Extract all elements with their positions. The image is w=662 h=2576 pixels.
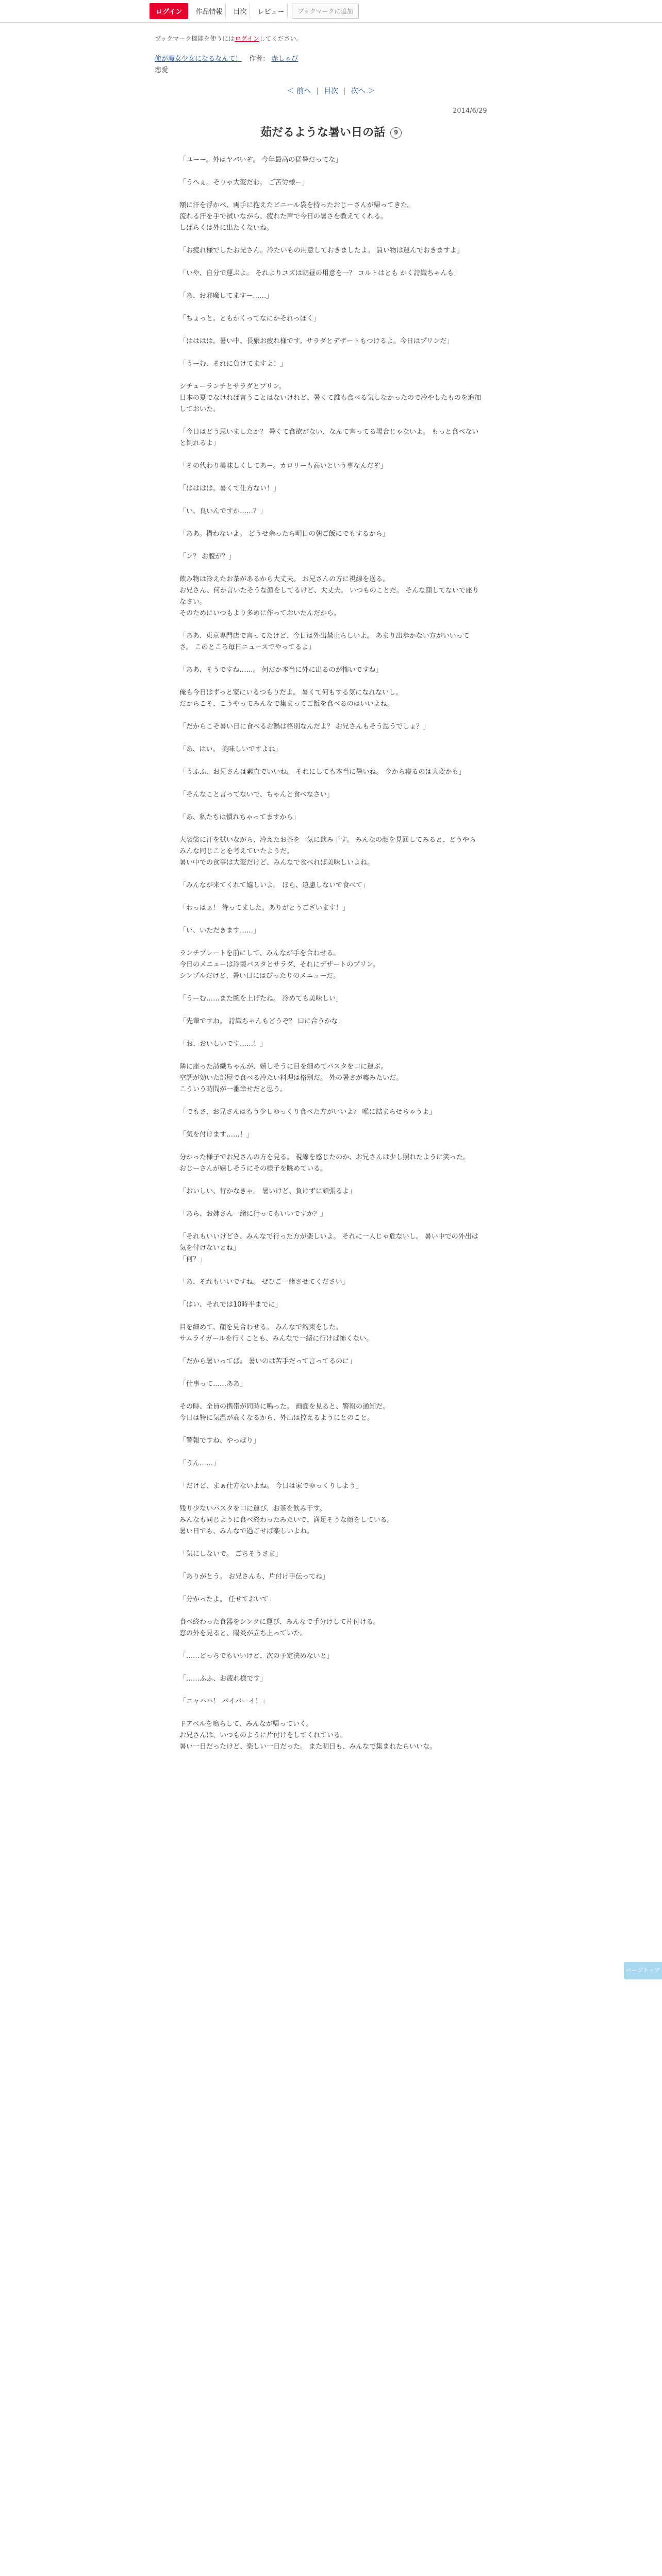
login-notice-pre: ブックマーク機能を使うには xyxy=(155,35,235,42)
body-paragraph: 「ありがとう。 お兄さんも、片付け手伝ってね」 xyxy=(179,1573,329,1581)
body-paragraph: 「だからこそ暑い日に食べるお鍋は格別なんだよ？ お兄さんもそう思うでしょ？」 xyxy=(179,723,430,731)
body-paragraph: 「ああ。構わないよ。 どうせ余ったら明日の朝ご飯にでもするから」 xyxy=(179,530,389,538)
body-paragraph: 「みんなが来てくれて嬉しいよ。 ほら、遠慮しないで食べて」 xyxy=(179,882,370,889)
body-paragraph: 「……どっちでもいいけど、次の予定決めないと」 xyxy=(179,1652,334,1660)
nav-work-info[interactable]: 作品情報 xyxy=(192,3,226,19)
bookmark-add-button[interactable]: ブックマークに追加 xyxy=(292,4,358,19)
body-paragraph: 「い、良いんですか……？」 xyxy=(179,507,267,515)
login-notice-post: してください。 xyxy=(259,35,303,42)
body-paragraph: 隣に座った詩織ちゃんが、嬉しそうに目を細めてパスタを口に運ぶ。 空調が効いた部屋で食べる冷たい料理は格別だ。 外の暑さが嘘みたいだ。 こういう時間が一番幸せだと思う。 xyxy=(179,1063,403,1093)
episode-number-icon: 9 xyxy=(390,127,402,139)
body-paragraph: 「あ、はい。 美味しいですよね」 xyxy=(179,745,282,753)
body-paragraph: 「分かったよ。 任せておいて」 xyxy=(179,1596,276,1603)
body-paragraph: 「わっはぁ！ 待ってました。ありがとうございます！」 xyxy=(179,904,350,912)
body-paragraph: 俺も今日はずっと家にいるつもりだよ。 暑くて何もする気になれないし。 だからこそ、こうやってみんなで集まってご飯を食べるのはいいよね。 xyxy=(179,689,403,708)
body-paragraph: その時、全員の携帯が同時に鳴った。 画面を見ると、警報の通知だ。 今日は特に気温が高くなるから、外出は控えるようにとのこと。 xyxy=(179,1403,390,1422)
body-paragraph: 「今日はどう思いましたか？ 暑くて食欲がない、なんて言ってる場合じゃないよ。 もっと食べないと倒れるよ」 xyxy=(179,428,479,447)
body-paragraph: ドアベルを鳴らして、みんなが帰っていく。 お兄さんは、いつものように片付けをしてくれている。 暑い一日だったけど、楽しい一日だった。 また明日も、みんなで集まれたらいいな。 xyxy=(179,1720,437,1751)
episode-date: 2014/6/29 xyxy=(453,107,487,115)
body-paragraph: 目を細めて、顔を見合わせる。 みんなで約束をした。 サムライガールを行くことも、みんなで一緒に行けば怖くない。 xyxy=(179,1324,373,1343)
category-label: 恋愛 xyxy=(155,66,169,74)
body-paragraph: 「警報ですね、やっぱり」 xyxy=(179,1437,260,1445)
body-paragraph: 「ああ、東京専門店で言ってたけど、今日は外出禁止らしいよ。 あまり出歩かない方がいいってさ。 このところ毎日ニュースでやってるよ」 xyxy=(179,632,470,651)
body-paragraph: 「うん……」 xyxy=(179,1460,220,1467)
episode-title-text: 茹だるような暑い日の話 xyxy=(260,126,385,139)
body-paragraph: 「ユーー。外はヤバいぞ。 今年最高の猛暑だってな」 xyxy=(179,156,342,164)
body-paragraph: 「そんなこと言ってないで、ちゃんと食べなさい」 xyxy=(179,791,334,799)
login-button[interactable]: ログイン xyxy=(150,3,188,19)
body-paragraph: 「いや、自分で運ぶよ。 それよりユズは朝昼の用意を一？ コルトはとも かく詩織ちゃんも」 xyxy=(179,269,461,277)
body-paragraph: 「気を付けます……！」 xyxy=(179,1131,254,1139)
body-paragraph: 「……ふふ、お疲れ様です」 xyxy=(179,1675,267,1683)
body-paragraph: 「だから暑いってば。 暑いのは苦手だって言ってるのに」 xyxy=(179,1358,356,1365)
nav-toc[interactable]: 目次 xyxy=(230,3,250,19)
login-notice-link[interactable]: ログイン xyxy=(235,35,259,42)
body-paragraph: 「うへぇ。そりゃ大変だわ。 ご苦労様ー」 xyxy=(179,179,309,187)
prev-link[interactable]: ＜ 前へ xyxy=(287,87,311,95)
toc-link[interactable]: 目次 xyxy=(324,87,338,95)
body-paragraph: 「あら、お姉さん一緒に行ってもいいですか？」 xyxy=(179,1210,327,1218)
body-paragraph: 「うふふ、お兄さんは素直でいいね。 それにしても本当に暑いね。 今から寝るのは大変かも」 xyxy=(179,768,466,776)
body-paragraph: 「ニャハハ！ バイバーイ！」 xyxy=(179,1698,269,1705)
body-paragraph: 残り少ないパスタを口に運び、お茶を飲み干す。 みんなも同じように食べ終わったみたいで、満足そうな顔をしている。 暑い日でも、みんなで過ごせば楽しいよね。 xyxy=(179,1505,394,1535)
body-paragraph: 「あ、それもいいですね。 ぜひご一緒させてください」 xyxy=(179,1278,349,1286)
body-paragraph: 飲み物は冷えたお茶があるから大丈夫。 お兄さんの方に視線を送る。 お兄さん、何か言いたそうな顔をしてるけど、大丈夫。 いつものことだ。 そんな顔してないで座りなさい。 そのためにいつもより多めに作っておいたんだから。 xyxy=(179,575,479,617)
body-paragraph: 「仕事って……ああ」 xyxy=(179,1380,247,1388)
body-paragraph: 額に汗を浮かべ、両手に抱えたビニール袋を持ったおじーさんが帰ってきた。 流れる汗を手で拭いながら、疲れた声で今日の暑さを教えてくれる。 しばらくは外に出たくないね。 xyxy=(179,201,414,232)
work-meta xyxy=(155,54,298,76)
body-paragraph: 「い、いただきます……」 xyxy=(179,927,260,935)
episode-title xyxy=(155,124,507,140)
body-paragraph: 「ああ、そうですね……。 何だか本当に外に出るのが怖いですね」 xyxy=(179,666,383,674)
body-paragraph: 食べ終わった食器をシンクに運び、みんなで手分けして片付ける。 窓の外を見ると、陽炎が立ち上っていた。 xyxy=(179,1618,380,1637)
body-paragraph: 大袈裟に汗を拭いながら、冷えたお茶を一気に飲み干す。 みんなの顔を見回してみると、どうやらみんな同じことを考えていたようだ。 暑い中での食事は大変だけど、みんなで食べれば美味しいよね。 xyxy=(179,836,476,867)
body-paragraph: シチューランチとサラダとプリン。 日本の夏でなければ言うことはないけれど、暑くて誰も食べる気しなかったので冷やしたものを追加しておいた。 xyxy=(179,383,482,413)
body-paragraph: 「あ、私たちは慣れちゃってますから」 xyxy=(179,814,300,821)
body-paragraph: 分かった様子でお兄さんの方を見る。 視線を感じたのか、お兄さんは少し照れたように笑った。 おじーさんが嬉しそうにその様子を眺めている。 xyxy=(179,1154,470,1173)
body-paragraph: 「でもさ、お兄さんはもう少しゆっくり食べた方がいいよ？ 喉に詰まらせちゃうよ」 xyxy=(179,1108,436,1116)
body-paragraph: 「はははは。暑くて仕方ない！」 xyxy=(179,485,280,493)
login-notice xyxy=(155,34,303,43)
body-paragraph: 「先輩ですね。 詩織ちゃんもどうぞ？ 口に合うかな」 xyxy=(179,1018,345,1025)
body-paragraph: ランチプレートを前にして、みんなが手を合わせる。 今日のメニューは冷製パスタとサラダ、それにデザートのプリン。 シンプルだけど、暑い日にはぴったりのメニューだ。 xyxy=(179,950,379,980)
nav-review[interactable]: レビュー xyxy=(254,3,288,19)
body-paragraph: 「お、おいしいです……！」 xyxy=(179,1040,267,1048)
body-paragraph: 「うーむ、それに負けてますよ！」 xyxy=(179,360,287,368)
body-paragraph: 「ン？ お腹が？」 xyxy=(179,553,236,561)
pager-top: ＜ 前へ | 目次 | 次へ ＞ xyxy=(287,87,375,95)
body-paragraph: 「だけど、まぁ仕方ないよね。 今日は家でゆっくりしよう」 xyxy=(179,1482,363,1490)
body-paragraph: 「その代わり美味しくしてあー。カロリーも高いという事なんだぞ」 xyxy=(179,462,387,470)
body-paragraph: 「それもいいけどさ、みんなで行った方が楽しいよ。 それに一人じゃ危ないし。 暑い中での外出は気を付けないとね」 「何？」 xyxy=(179,1233,478,1263)
page-top-button[interactable]: ページトップへ xyxy=(624,1962,662,1979)
body-paragraph: 「おいしい、行かなきゃ。 暑いけど、負けずに頑張るよ」 xyxy=(179,1188,356,1195)
next-link[interactable]: 次へ ＞ xyxy=(351,87,375,95)
body-paragraph: 「気にしないで。 ごちそうさま」 xyxy=(179,1550,282,1558)
author-label: 作者： xyxy=(249,55,270,63)
body-paragraph: 「お疲れ様でしたお兄さん。冷たいもの用意しておきましたよ。 買い物は運んでおきますよ」 xyxy=(179,247,464,255)
episode-body xyxy=(179,155,483,2576)
body-paragraph: 「うーむ……また腕を上げたね。 冷めても美味しい」 xyxy=(179,995,343,1003)
body-paragraph: 「あ、お邪魔してますー……」 xyxy=(179,292,273,300)
series-title-link[interactable]: 俺が魔女少女になるなんて！ xyxy=(155,55,242,63)
body-paragraph: 「はははは。暑い中、長旅お疲れ様です。サラダとデザートもつけるよ。今日はプリンだ」 xyxy=(179,337,454,345)
body-paragraph: 「ちょっと。ともかくってなにかそれっぽく」 xyxy=(179,315,320,323)
top-navigation-bar xyxy=(0,0,662,23)
body-paragraph: 「はい、それでは10時半までに」 xyxy=(179,1301,282,1309)
author-link[interactable]: 赤しゃび xyxy=(271,55,299,63)
